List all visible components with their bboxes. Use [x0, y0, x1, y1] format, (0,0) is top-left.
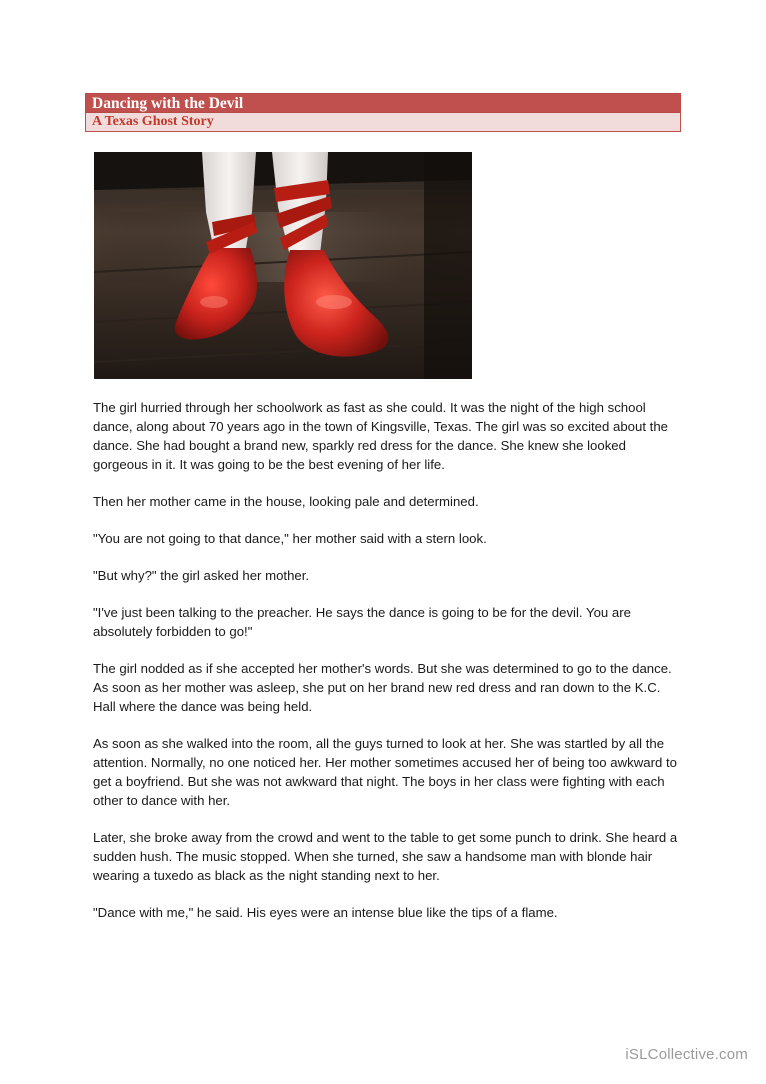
story-paragraph: "Dance with me," he said. His eyes were an intense blue like the tips of a flame. — [93, 905, 558, 920]
story-paragraph: Later, she broke away from the crowd and went to the table to get some punch to drink. She heard a sudden hush. The music stopped. When she turned, she saw a handsome man with blonde hair wearing a tuxedo as black as the night standing next to her. — [93, 830, 678, 883]
story-paragraph: Then her mother came in the house, looking pale and determined. — [93, 494, 479, 509]
story-paragraph: "You are not going to that dance," her mother said with a stern look. — [93, 531, 487, 546]
story-subtitle: A Texas Ghost Story — [85, 113, 681, 132]
story-paragraph: The girl hurried through her schoolwork as fast as she could. It was the night of the high school dance, along about 70 years ago in the town of Kingsville, Texas. The girl was so excited about the dance. She had bought a brand new, sparkly red dress for the dance. She knew she looked gorgeous in it. It was going to be the best evening of her life. — [93, 400, 668, 472]
site-watermark: iSLCollective.com — [625, 1046, 748, 1063]
story-paragraph: "I've just been talking to the preacher. He says the dance is going to be for the devil. You are absolutely forbidden to go!" — [93, 605, 631, 639]
story-paragraph: The girl nodded as if she accepted her mother's words. But she was determined to go to the dance. As soon as her mother was asleep, she put on her brand new red dress and ran down to the K.C. Hall where the dance was being held. — [93, 661, 672, 714]
red-ballet-shoes-photo — [94, 152, 472, 379]
story-title: Dancing with the Devil — [85, 93, 681, 113]
photo-illustration — [94, 152, 472, 379]
story-text — [93, 398, 683, 940]
story-paragraph: As soon as she walked into the room, all the guys turned to look at her. She was startled by all the attention. Normally, no one noticed her. Her mother sometimes accused her of being too awkward to get a boyfriend. But she was not awkward that night. The boys in her class were fighting with each other to dance with her. — [93, 736, 677, 808]
title-block — [85, 93, 681, 132]
story-paragraph: "But why?" the girl asked her mother. — [93, 568, 310, 583]
